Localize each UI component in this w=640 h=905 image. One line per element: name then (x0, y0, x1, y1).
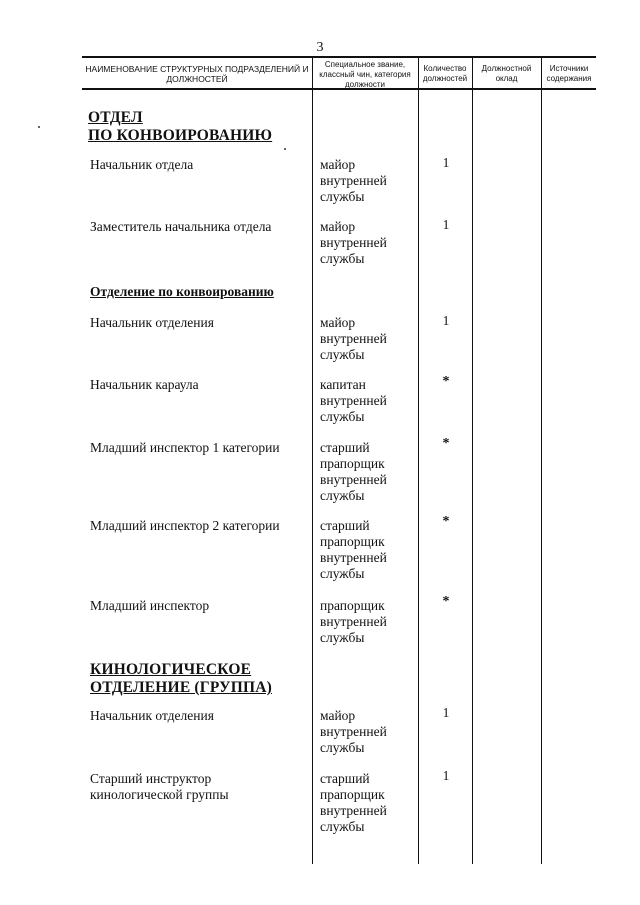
rank-cell: майор внутренней службы (320, 219, 387, 266)
section-title: КИНОЛОГИЧЕСКОЕ ОТДЕЛЕНИЕ (ГРУППА) (90, 661, 272, 696)
header-name: НАИМЕНОВАНИЕ СТРУКТУРНЫХ ПОДРАЗДЕЛЕНИЙ И ДОЛЖНОСТЕЙ (85, 64, 309, 84)
count-cell: 1 (442, 217, 450, 232)
column-divider (418, 56, 419, 864)
post-name: Начальник отделения (90, 315, 214, 330)
scan-speck (284, 148, 286, 150)
rank-cell: майор внутренней службы (320, 315, 387, 362)
post-name: Начальник караула (90, 377, 199, 392)
count-cell: * (442, 374, 450, 389)
table-top-border (82, 56, 596, 58)
post-name: Младший инспектор 1 категории (90, 440, 280, 455)
count-cell: * (442, 514, 450, 529)
count-cell: * (442, 594, 450, 609)
rank-cell: капитан внутренней службы (320, 377, 387, 424)
header-rank: Специальное звание, классный чин, категория должности (319, 60, 411, 89)
rank-cell: старший прапорщик внутренней службы (320, 440, 387, 503)
post-name: Заместитель начальника отдела (90, 219, 272, 234)
rank-cell: майор внутренней службы (320, 157, 387, 204)
rank-cell: старший прапорщик внутренней службы (320, 518, 387, 581)
header-count: Количество должностей (422, 64, 468, 83)
post-name: Начальник отдела (90, 157, 194, 172)
section-title: ОТДЕЛ ПО КОНВОИРОВАНИЮ (88, 109, 273, 144)
rank-cell: прапорщик внутренней службы (320, 598, 387, 645)
post-name: Младший инспектор 2 категории (90, 518, 280, 533)
count-cell: 1 (442, 313, 450, 328)
count-cell: 1 (442, 705, 450, 720)
column-divider (472, 56, 473, 864)
count-cell: 1 (442, 155, 450, 170)
rank-cell: майор внутренней службы (320, 708, 387, 755)
header-salary: Должностной оклад (481, 64, 532, 83)
column-divider (312, 56, 313, 864)
post-name: Младший инспектор (90, 598, 210, 613)
scan-speck (38, 126, 40, 128)
count-cell: 1 (442, 768, 450, 783)
post-name: Старший инструктор кинологической группы (90, 771, 229, 802)
rank-cell: старший прапорщик внутренней службы (320, 771, 387, 834)
header-source: Источники содержания (546, 64, 592, 83)
page-number: 3 (316, 40, 324, 55)
subsection-title: Отделение по конвоированию (90, 284, 274, 299)
post-name: Начальник отделения (90, 708, 214, 723)
column-divider (541, 56, 542, 864)
count-cell: * (442, 436, 450, 451)
